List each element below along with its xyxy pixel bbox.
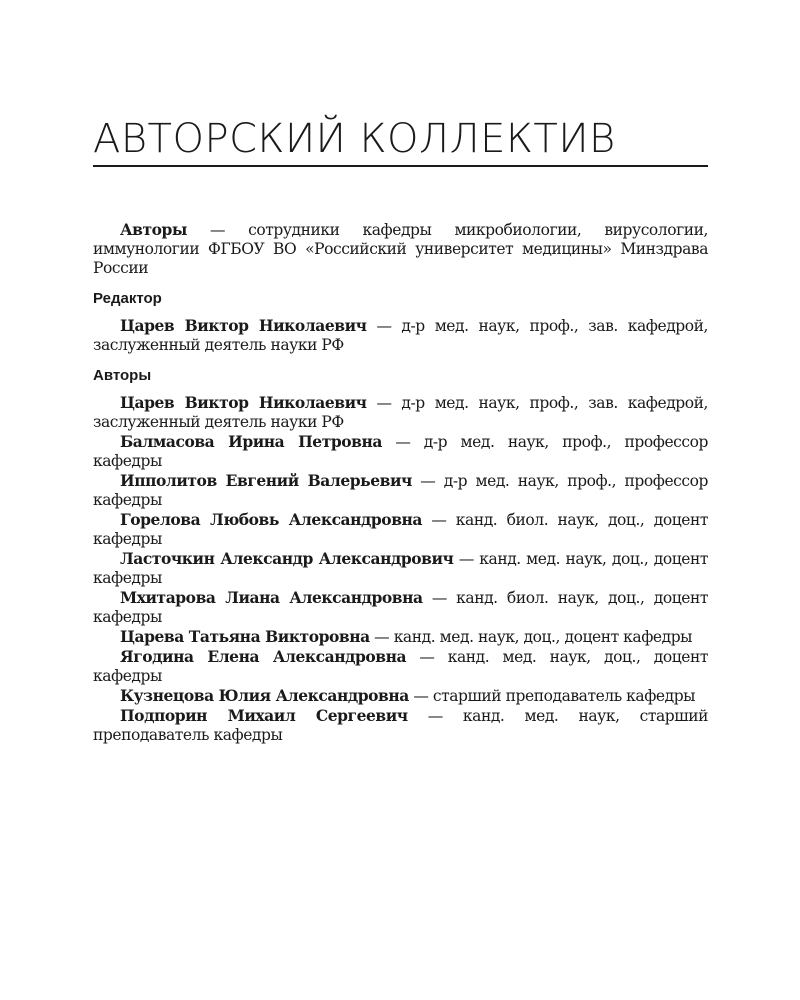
author-entry	[93, 393, 708, 432]
author-entry	[93, 706, 708, 745]
author-name: Балмасова Ирина Петровна	[120, 432, 382, 451]
editor-role: — д-р мед. наук, проф., зав. кафедрой, заслуженный деятель науки РФ	[93, 317, 708, 354]
authors-list	[93, 393, 708, 745]
author-role: — канд. мед. наук, доц., доцент кафедры	[93, 550, 708, 587]
editor-name: Царев Виктор Николаевич	[120, 316, 367, 335]
author-entry	[93, 686, 708, 706]
author-name: Мхитарова Лиана Александровна	[120, 588, 423, 607]
author-role: — д-р мед. наук, проф., профессор кафедры	[93, 472, 708, 509]
editor-heading: Редактор	[93, 290, 162, 307]
author-name: Ипполитов Евгений Валерьевич	[120, 471, 412, 490]
intro-block	[93, 220, 708, 278]
author-role: — д-р мед. наук, проф., профессор кафедры	[93, 433, 708, 470]
page-title: АВТОРСКИЙ КОЛЛЕКТИВ	[93, 116, 616, 162]
author-role: — канд. мед. наук, доц., доцент кафедры	[93, 648, 708, 685]
author-name: Царева Татьяна Викторовна	[120, 627, 370, 646]
author-name: Ягодина Елена Александровна	[120, 647, 407, 666]
author-name: Кузнецова Юлия Александровна	[120, 686, 409, 705]
intro-paragraph	[93, 220, 708, 278]
author-entry	[93, 588, 708, 627]
author-entry	[93, 627, 708, 647]
author-role: — канд. мед. наук, старший преподаватель кафедры	[93, 707, 708, 744]
author-role: — канд. мед. наук, доц., доцент кафедры	[369, 628, 693, 646]
author-role: — старший преподаватель кафедры	[408, 687, 696, 705]
author-name: Царев Виктор Николаевич	[120, 393, 367, 412]
editor-entry	[93, 316, 708, 355]
authors-heading: Авторы	[93, 367, 152, 384]
title-rule	[93, 165, 708, 167]
author-entry	[93, 647, 708, 686]
author-role: — канд. биол. наук, доц., доцент кафедры	[93, 511, 708, 548]
author-entry	[93, 432, 708, 471]
author-name: Подпорин Михаил Сергеевич	[120, 706, 408, 725]
author-name: Горелова Любовь Александровна	[120, 510, 423, 529]
author-role: — канд. биол. наук, доц., доцент кафедры	[93, 589, 708, 626]
page	[93, 0, 708, 745]
intro-name: Авторы	[120, 220, 188, 239]
author-entry	[93, 510, 708, 549]
author-name: Ласточкин Александр Александрович	[120, 549, 454, 568]
author-entry	[93, 549, 708, 588]
author-role: — д-р мед. наук, проф., зав. кафедрой, заслуженный деятель науки РФ	[93, 394, 708, 431]
intro-text: — сотрудники кафедры микробиологии, вирусологии, иммунологии ФГБОУ ВО «Российский университет медицины» Минздрава России	[93, 221, 708, 277]
author-entry	[93, 471, 708, 510]
